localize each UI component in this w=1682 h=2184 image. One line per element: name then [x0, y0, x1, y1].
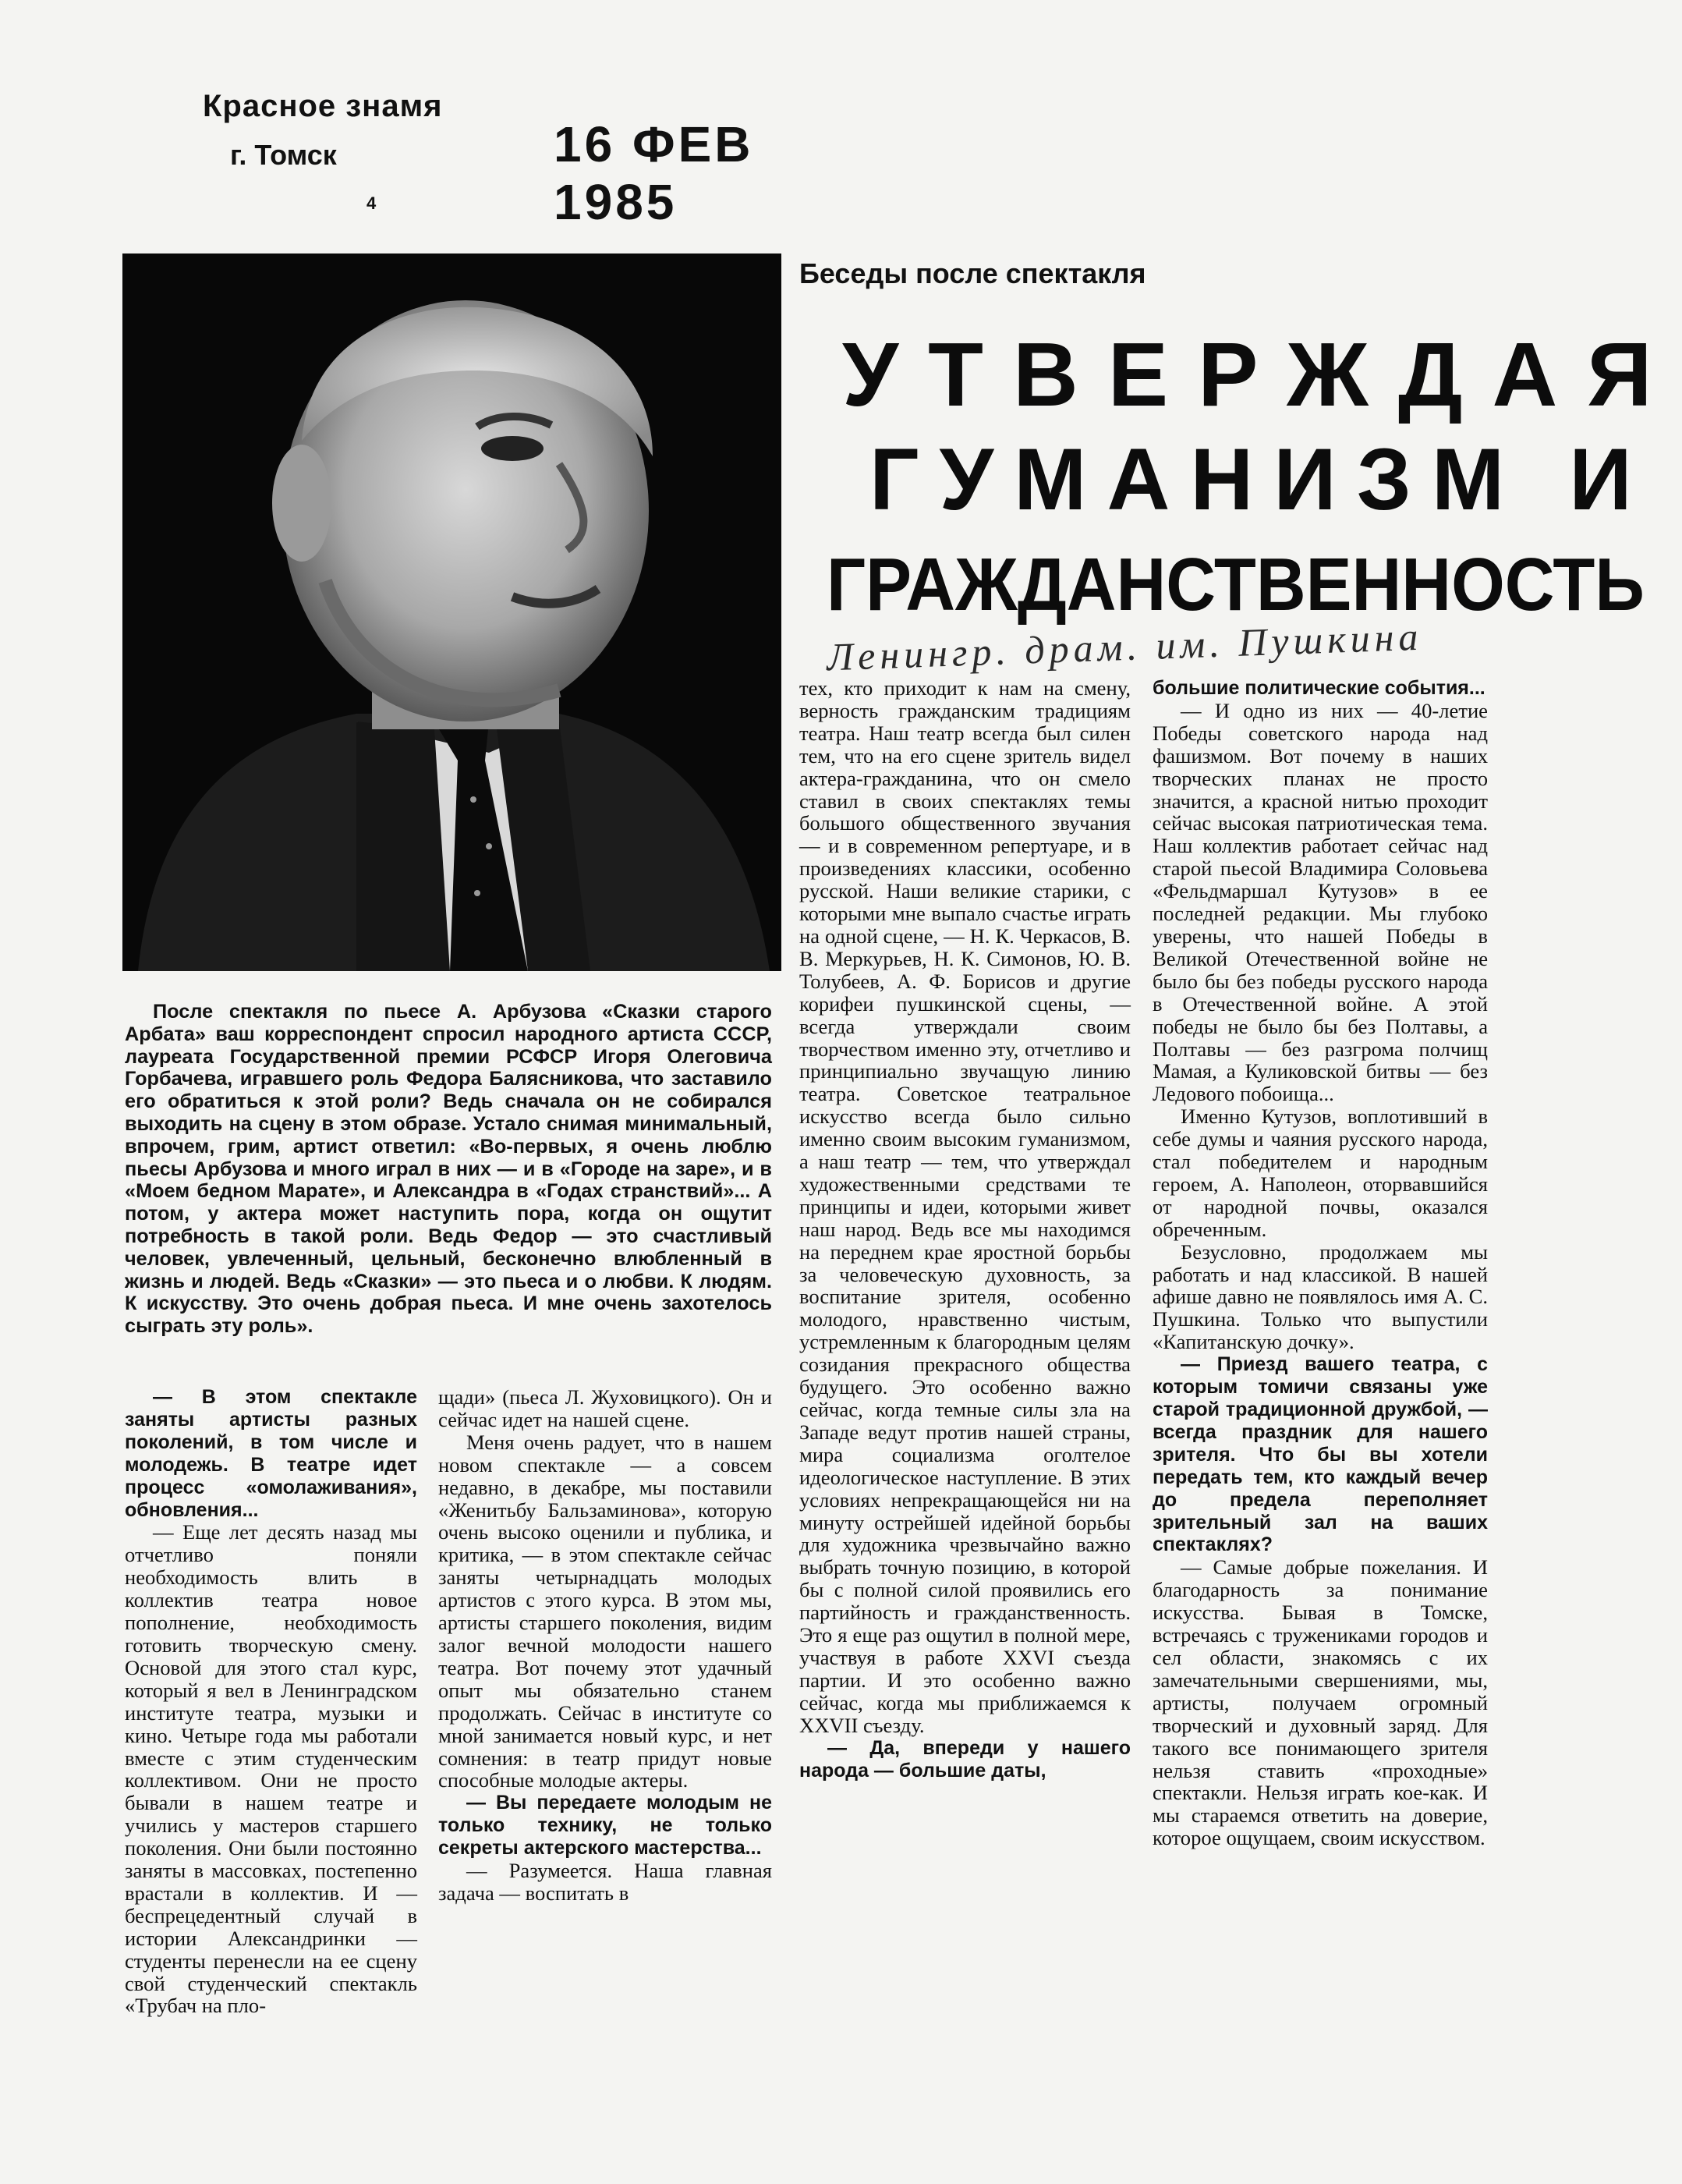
page-number: 4	[366, 193, 377, 213]
intro-paragraph: После спектакля по пьесе А. Арбузова «Сказки старого Арбата» ваш корреспондент спросил народного артиста СССР, лауреата Государственной премии РСФСР Игоря Олеговича Горбачева, игравшего роль Федора Балясникова, что заставило его обратиться к этой роли? Ведь сначала он не собирался выходить на сцену в этом образе. Устало снимая минимальный, впрочем, грим, артист ответил: «Во-первых, я очень люблю пьесы Арбузова и много играл в них — и в «Городе на заре», и в «Моем бедном Марате», и Александра в «Годах странствий»... А потом, у актера может наступить пора, когда он ощутит потребность в такой роли. Ведь Федор — это счастливый человек, увлеченный, цельный, бесконечно влюбленный в жизнь и людей. Ведь «Сказки» — это пьеса и о любви. К людям. К искусству. Это очень добрая пьеса. И мне очень захотелось сыграть эту роль».	[125, 1001, 772, 1338]
newspaper-city: г. Томск	[230, 139, 337, 171]
interview-question: — В этом спектакле заняты артисты разных поколений, в том числе и молодежь. В театре идет процесс «омолаживания», обновления...	[125, 1386, 417, 1521]
clipping-date: 16 ФЕВ 1985	[554, 116, 754, 230]
interview-answer: Безусловно, продолжаем мы работать и над классикой. В нашей афише давно не появлялось имя А. С. Пушкина. Только что выпустили «Капитанскую дочку».	[1153, 1239, 1488, 1354]
interview-question: — Да, впереди у нашего народа — большие даты,	[799, 1736, 1131, 1782]
headline-line-1: УТВЕРЖДАЯ	[842, 324, 1682, 425]
interview-answer: — И одно из них — 40-летие Победы советского народа над фашизмом. Вот почему в наших творческих планах не просто значится, а красной нитью проходит сейчас высокая патриотическая тема. Наш коллектив работает сейчас над старой пьесой Владимира Соловьева «Фельдмаршал Кутузов» в ее последней редакции. Мы глубоко уверены, что нашей Победы в Великой Отечественной войне не было бы без победы русского народа в Отечественной войне. А этой победы не было бы без Полтавы, а Полтавы — без разгрома полчищ Мамая, а Куликовской битвы — без Ледового побоища...	[1153, 698, 1488, 1106]
text-column-4	[1153, 677, 1488, 1849]
portrait-photo	[122, 254, 781, 971]
text-column-1	[125, 1386, 417, 2017]
interview-answer: — Самые добрые пожелания. И благодарность за понимание искусства. Бывая в Томске, встречаясь с тружениками городов и сел области, знакомясь с их замечательными свершениями, мы, артисты, получаем огромный творческий и духовный заряд. Для такого все понимающего зрителя нельзя ставить «проходные» спектакли. Нельзя играть кое-как. И мы стараемся ответить на доверие, которое ощущаем, своим искусством.	[1153, 1555, 1488, 1850]
text-column-3	[799, 677, 1131, 1782]
interview-answer-continued: щади» (пьеса Л. Жуховицкого). Он и сейчас идет на нашей сцене.	[438, 1385, 772, 1431]
interview-answer: — Разумеется. Наша главная задача — воспитать в	[438, 1859, 772, 1905]
interview-answer: — Еще лет десять назад мы отчетливо поняли необходимость влить в коллектив театра новое пополнение, необходимость готовить творческую смену. Основой для этого стал курс, который я вел в Ленинградском институте театра, музыки и кино. Четыре года мы работали вместе с этим студенческим коллективом. Они не просто бывали в нашем театре и учились у мастеров старшего поколения. Они были постоянно заняты в массовках, постепенно врастали в коллектив. И — беспрецедентный случай в истории Александринки — студенты перенесли на ее сцену свой студенческий спектакль «Трубач на пло-	[125, 1520, 417, 2018]
interview-question: — Вы передаете молодым не только технику, не только секреты актерского мастерства...	[438, 1792, 772, 1860]
newspaper-name: Красное знамя	[203, 89, 443, 123]
interview-answer-continued: тех, кто приходит к нам на смену, верность гражданским традициям театра. Наш театр всегда был силен тем, что на его сцене зритель видел актера-гражданина, что он смело ставил в своих спектаклях темы большого общественного звучания — и в современном репертуаре, и в произведениях классики, особенно русской. Наши великие старики, с которыми мне выпало счастье играть на одной сцене, — Н. К. Черкасов, В. В. Меркурьев, Н. К. Симонов, Ю. В. Толубеев, А. Ф. Борисов и другие корифеи пушкинской сцены, — всегда утверждали своим творчеством именно эту, отчетливо и принципиально звучащую линию театра. Советское театральное искусство всегда было сильно именно своим высоким гуманизмом, а наш театр — тем, что утверждал художественными средствами те принципы и идеи, которыми живет наш народ. Ведь все мы находимся на переднем крае яростной борьбы за человеческую духовность, за воспитание зрителя, особенно молодого, нравственно чистым, устремленным к благородным целям созидания прекрасного общества будущего. Это особенно важно сейчас, когда темные силы зла на Западе ведут против нашей страны, мира социализма оголтелое идеологическое наступление. В этих условиях непрекращающейся ни на минуту острейшей идейной борьбы для художника чрезвычайно важно выбрать точную позицию, в которой бы с полной силой проявились его партийность и гражданственность. Это я еще раз ощутил в полной мере, участвуя в работе XXVI съезда партии. И это особенно важно сейчас, когда мы приближаемся к XXVII съезду.	[799, 676, 1131, 1737]
portrait-photo-icon	[122, 254, 781, 971]
interview-question-continued: большие политические события...	[1153, 677, 1485, 699]
rubric: Беседы после спектакля	[799, 257, 1146, 289]
headline-line-2: ГУМАНИЗМ И	[869, 431, 1652, 528]
interview-question: — Приезд вашего театра, с которым томичи связаны уже старой традиционной дружбой, — всегда праздник для нашего зрителя. Что бы вы хотели передать тем, кто каждый вечер до предела переполняет зрительный зал на ваших спектаклях?	[1153, 1353, 1488, 1556]
headline-line-3: ГРАЖДАНСТВЕННОСТЬ	[827, 543, 1645, 626]
masthead	[86, 78, 842, 230]
text-column-2	[438, 1386, 772, 1905]
handwritten-note: Ленингр. драм. им. Пушкина	[826, 614, 1424, 679]
interview-answer: Именно Кутузов, воплотивший в себе думы и чаяния русского народа, стал победителем и народным героем, А. Наполеон, оторвавшийся от народной почвы, оказался обреченным.	[1153, 1104, 1488, 1241]
article-intro	[125, 1001, 772, 1338]
interview-answer: Меня очень радует, что в нашем новом спектакле — а совсем недавно, в декабре, мы поставили «Женитьбу Бальзаминова», которую очень высоко оценили и публика, и критика, — в этом спектакле сейчас заняты четырнадцать молодых артистов с этого курса. В этом мы, артисты старшего поколения, видим залог вечной молодости нашего театра. Вот почему этот удачный опыт мы обязательно станем продолжать. Сейчас в институте со мной занимается новый курс, и нет сомнения: в театр придут новые способные молодые актеры.	[438, 1430, 772, 1792]
